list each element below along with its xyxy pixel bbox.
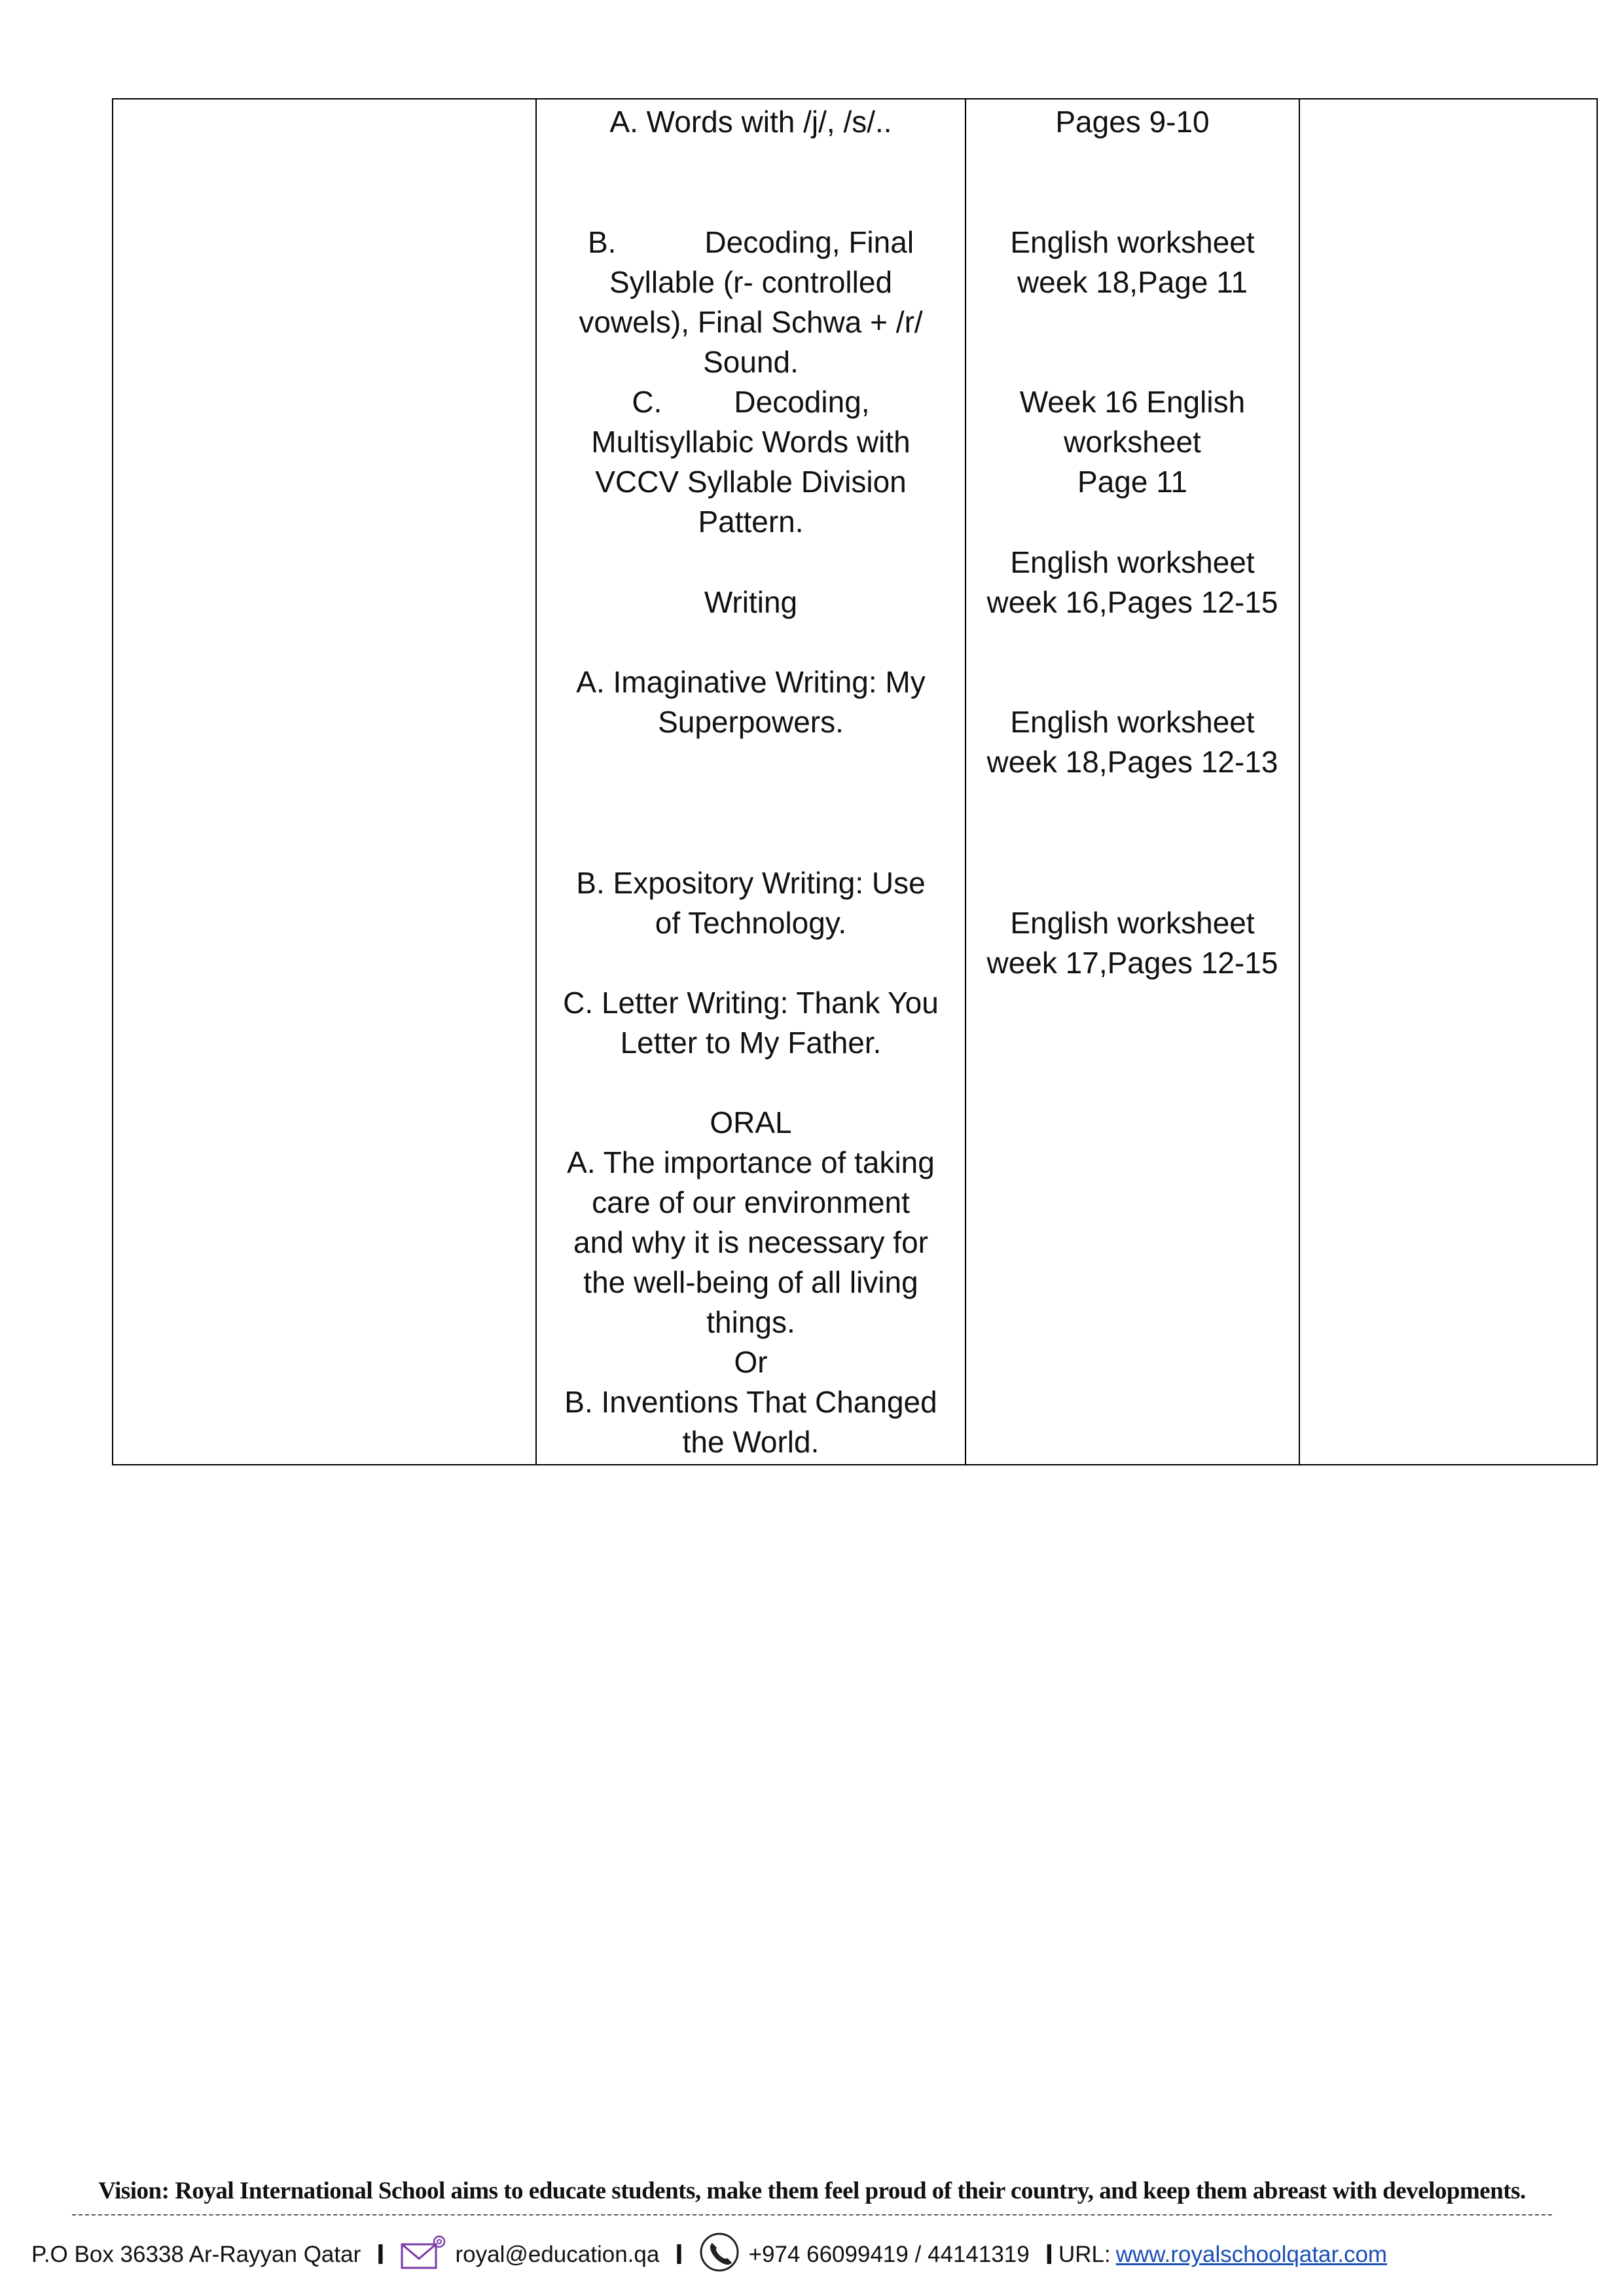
resource-5: English worksheet week 18,Pages 12-13 — [986, 705, 1278, 779]
footer-email: royal@education.qa — [455, 2242, 660, 2267]
footer-vision: Vision: Royal International School aims to educate students, make them feel proud of their country, and keep them abreast with developments. — [98, 2178, 1526, 2204]
oral-section: ORAL A. The importance of taking care of our environment and why it is necessary for the well-being of all living things. Or B. Inventions That Changed the World. — [564, 1105, 937, 1459]
writing-a: A. Imaginative Writing: My Superpowers. — [576, 665, 926, 739]
footer-phone: +974 66099419 / 44141319 — [748, 2242, 1030, 2267]
resource-4: English worksheet week 16,Pages 12-15 — [986, 545, 1278, 619]
topic-b-decoding: B. Decoding, Final Syllable (r- controlled vowels), Final Schwa + /r/ Sound. — [579, 225, 923, 379]
table-row — [113, 99, 1597, 1465]
footer-url-link[interactable]: www.royalschoolqatar.com — [1115, 2242, 1388, 2267]
topic-a-words: A. Words with /j/, /s/.. — [609, 105, 892, 139]
table-cell-empty-1 — [113, 99, 536, 1465]
footer-address: P.O Box 36338 Ar-Rayyan Qatar — [31, 2242, 361, 2267]
resource-6: English worksheet week 17,Pages 12-15 — [986, 906, 1278, 980]
footer-url-label: URL: — [1058, 2242, 1111, 2267]
table-cell-empty-4 — [1299, 99, 1597, 1465]
resource-1: Pages 9-10 — [1055, 105, 1210, 139]
resource-2: English worksheet week 18,Page 11 — [1010, 225, 1255, 299]
writing-c: C. Letter Writing: Thank You Letter to My Father. — [563, 986, 939, 1060]
writing-b: B. Expository Writing: Use of Technology. — [576, 866, 926, 940]
curriculum-table — [112, 98, 1598, 1465]
writing-heading: Writing — [704, 585, 798, 619]
footer-contact — [31, 2232, 1593, 2278]
footer-separator: I — [675, 2238, 683, 2270]
table-cell-topics — [536, 99, 965, 1465]
footer-separator: I — [1045, 2238, 1053, 2270]
footer-divider — [72, 2214, 1552, 2215]
phone-icon — [699, 2232, 740, 2278]
footer-separator: I — [376, 2238, 385, 2270]
email-icon — [400, 2234, 446, 2276]
topic-c-decoding: C. Decoding, Multisyllabic Words with VCCV Syllable Division Pattern. — [591, 385, 911, 539]
resource-3: Week 16 English worksheet Page 11 — [1019, 385, 1246, 499]
table-cell-resources — [965, 99, 1299, 1465]
